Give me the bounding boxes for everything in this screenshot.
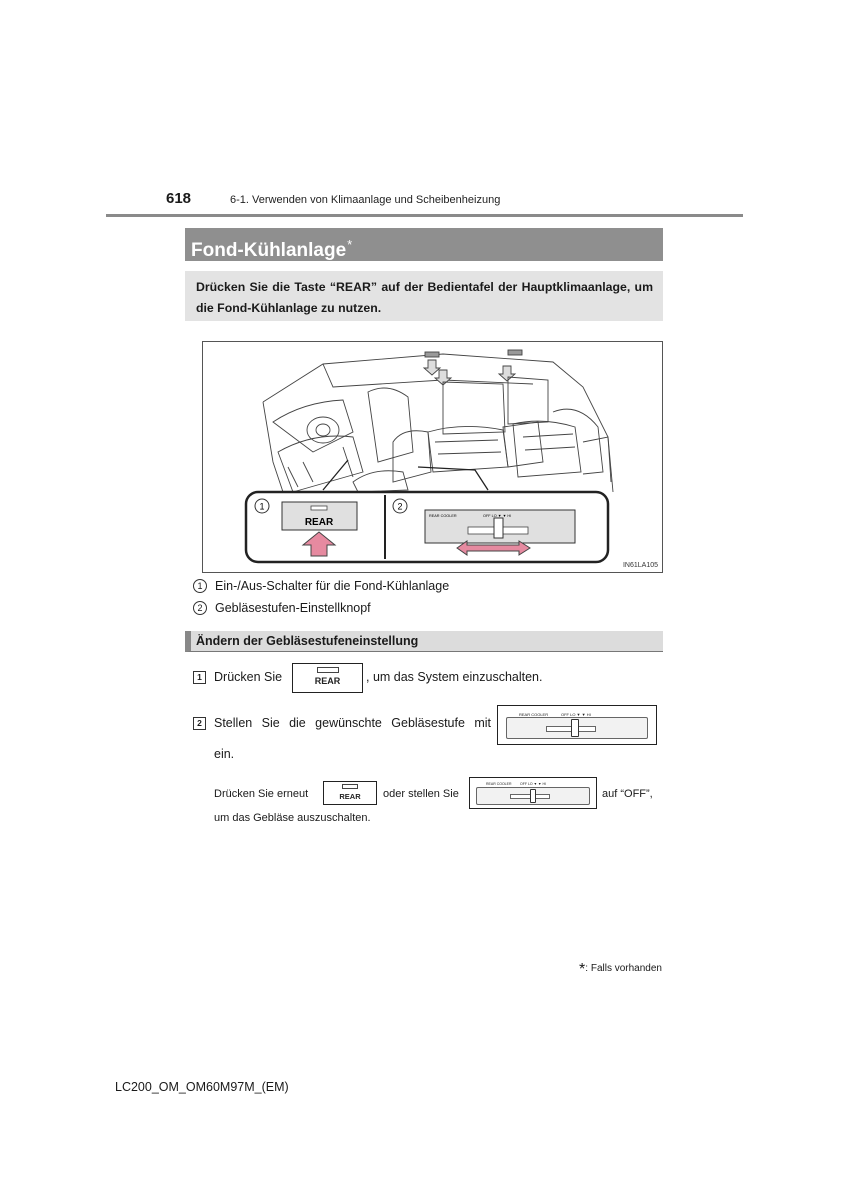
step-1-text-before: Drücken Sie [214,670,283,684]
title-asterisk: * [347,237,353,252]
rear-button-image-small [323,781,377,805]
note-text-before: Drücken Sie erneut [214,788,309,800]
indicator-light [317,667,339,673]
page-number: 618 [166,190,192,207]
legend-number: 2 [193,601,207,615]
car-interior-illustration [202,341,663,573]
note-text-line2: um das Gebläse auszuschalten. [214,812,371,824]
panel-label: REAR COOLER [486,782,512,786]
step-2-text-line2: ein. [214,747,235,761]
car-interior-drawing [203,342,664,574]
footer-code: LC200_OM_OM60M97M_(EM) [115,1080,289,1094]
figure-code: IN61LA105 [622,562,658,569]
chapter-title: 6-1. Verwenden von Klimaanlage und Scheibenheizung [230,194,501,206]
step-number: 1 [193,671,206,684]
footnote [579,961,662,979]
panel-scale: OFF LO ▼ ▼ HI [520,782,546,786]
section-title-text: Fond-Kühlanlage [191,240,347,261]
section-title [185,228,663,261]
note-text-middle: oder stellen Sie [383,788,459,800]
rear-button-label: REAR [314,676,341,686]
panel-label: REAR COOLER [519,712,549,717]
legend-text: Ein-/Aus-Schalter für die Fond-Kühlanlage [215,579,450,593]
panel-scale: OFF LO ▼ ▼ HI [561,712,591,717]
rear-button-label: REAR [339,792,361,801]
fan-knob [571,719,579,737]
step-2-text-line1: Stellen Sie die gewünschte Gebläsestufe mit [214,716,491,730]
header-rule [106,214,743,217]
step-1-text-after: , um das System einzuschalten. [366,670,543,684]
rear-button-image [292,663,363,693]
fan-knob [530,789,536,803]
footnote-asterisk: * [579,961,586,978]
fan-knob-panel-image-small [469,777,597,809]
callout-1-number: 1 [259,501,265,512]
intro-box: Drücken Sie die Taste “REAR” auf der Bedientafel der Hauptklimaanlage, um die Fond-Kühlanlage zu nutzen. [185,271,663,321]
panel-scale: OFF LO ▼ ▼ HI [483,514,512,518]
rear-button-illustration-label: REAR [304,517,334,528]
fan-knob-panel-image [497,705,657,745]
legend-text: Gebläsestufen-Einstellknopf [215,601,371,615]
indicator-light [342,784,358,789]
panel-label: REAR COOLER [429,514,457,518]
legend-number: 1 [193,579,207,593]
note-text-after: auf “OFF”, [602,788,653,800]
fan-knob-illustration [494,518,503,538]
callout-2-number: 2 [397,501,403,512]
footnote-text: : Falls vorhanden [585,963,662,974]
legend-item [193,579,449,593]
step-number: 2 [193,717,206,730]
legend-item [193,601,371,615]
subsection-title: Ändern der Gebläsestufeneinstellung [185,631,663,652]
